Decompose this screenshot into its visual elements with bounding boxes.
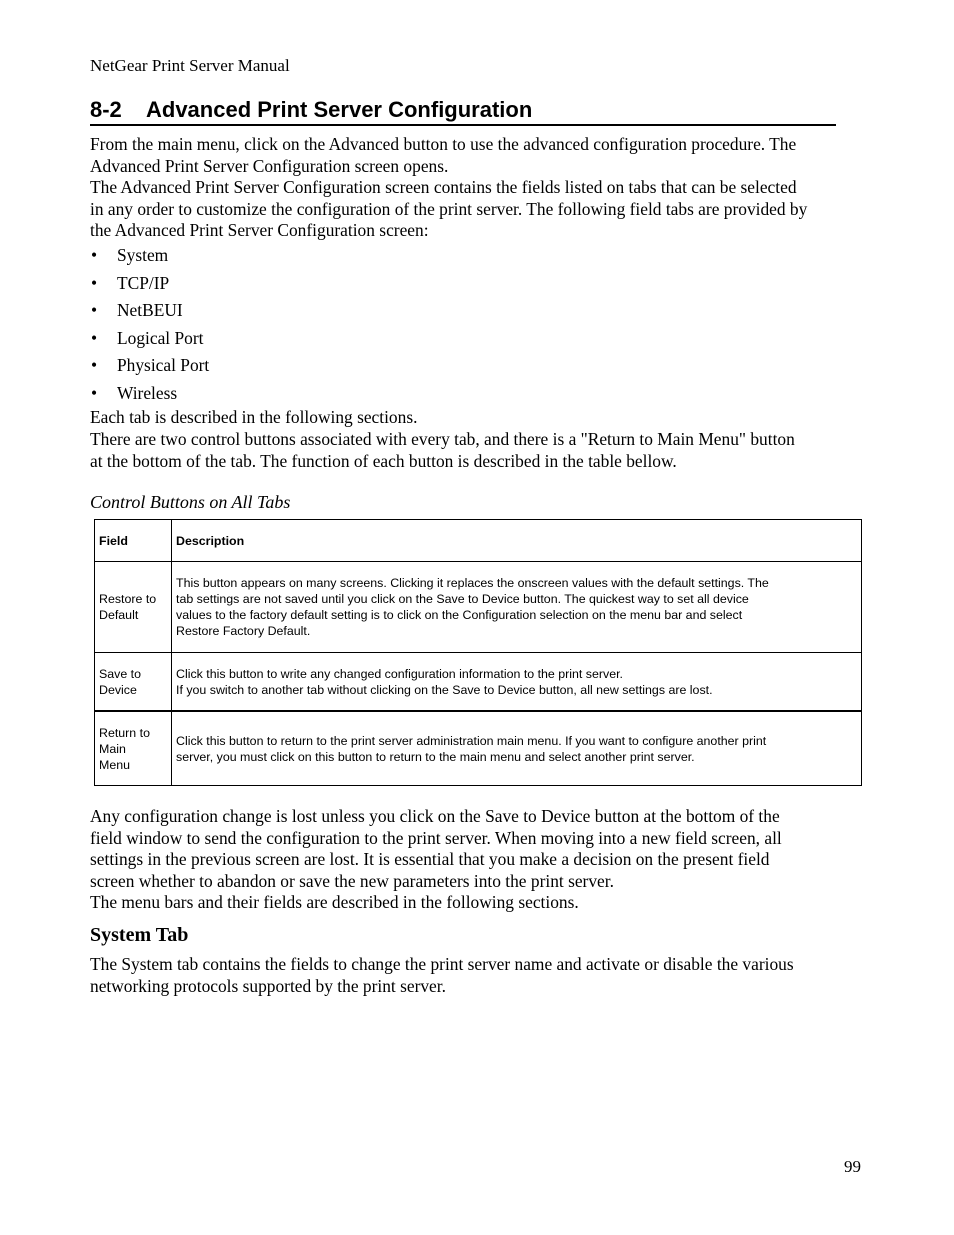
- text-line: From the main menu, click on the Advanced button to use the advanced configuration procedure. The: [90, 134, 797, 154]
- text-line: Any configuration change is lost unless you click on the Save to Device button at the bottom of the: [90, 806, 780, 826]
- bullet-icon: •: [91, 245, 98, 265]
- table-row: [95, 653, 862, 712]
- table-header-row: [95, 520, 862, 562]
- bullet-icon: •: [91, 355, 98, 375]
- text-line: screen whether to abandon or save the new parameters into the print server.: [90, 870, 614, 891]
- description-cell: Click this button to write any changed configuration information to the print server. If you switch to another tab without clicking on the Save to Device button, all new settings are lost.: [172, 653, 862, 712]
- table-row: [95, 711, 862, 786]
- config-change-paragraph: [90, 806, 870, 892]
- text-line: networking protocols supported by the print server.: [90, 975, 446, 996]
- text-line: settings in the previous screen are lost. It is essential that you make a decision on the present field: [90, 849, 770, 869]
- tabs-described-paragraph: [90, 407, 870, 429]
- text-line: The Advanced Print Server Configuration screen contains the fields listed on tabs that can be selected: [90, 177, 797, 197]
- field-cell: Restore to Default: [95, 562, 172, 653]
- list-item: • Physical Port: [91, 355, 210, 375]
- control-buttons-paragraph: [90, 429, 870, 472]
- page-number: 99: [844, 1157, 861, 1176]
- list-item: • NetBEUI: [91, 300, 183, 320]
- running-header: NetGear Print Server Manual: [90, 56, 290, 75]
- field-cell: Return to Main Menu: [95, 711, 172, 786]
- intro-paragraph-2: [90, 177, 870, 242]
- intro-paragraph-1: [90, 134, 870, 177]
- section-title: Advanced Print Server Configuration: [146, 97, 533, 122]
- list-item: • Wireless: [91, 382, 178, 403]
- description-cell: Click this button to return to the print server administration main menu. If you want to configure another print server, you must click on this button to return to the main menu and select another print server.: [172, 711, 862, 786]
- column-header-description: Description: [172, 520, 862, 562]
- section-number: 8-2: [90, 97, 122, 122]
- section-heading: [90, 96, 836, 126]
- description-cell: This button appears on many screens. Clicking it replaces the onscreen values with the default settings. The tab settings are not saved until you click on the Save to Device button. The quickest way to set all device values to the factory default setting is to click on the Configuration selection on the menu bar and select Restore Factory Default.: [172, 562, 862, 653]
- list-item: • TCP/IP: [91, 272, 170, 293]
- text-line: Each tab is described in the following sections.: [90, 407, 418, 427]
- text-line: the Advanced Print Server Configuration screen:: [90, 220, 429, 240]
- bullet-icon: •: [91, 272, 98, 293]
- tab-list: [90, 244, 209, 409]
- text-line: The menu bars and their fields are described in the following sections.: [90, 892, 579, 912]
- system-tab-heading: System Tab: [90, 924, 189, 946]
- table-row: [95, 562, 862, 653]
- table-caption: Control Buttons on All Tabs: [90, 492, 291, 512]
- text-line: Advanced Print Server Configuration screen opens.: [90, 155, 449, 176]
- text-line: There are two control buttons associated with every tab, and there is a "Return to Main Menu" button: [90, 429, 795, 449]
- bullet-icon: •: [91, 300, 98, 320]
- bullet-icon: •: [91, 382, 98, 403]
- bullet-icon: •: [91, 327, 98, 348]
- column-header-field: Field: [95, 520, 172, 562]
- menu-bars-paragraph: [90, 892, 870, 914]
- text-line: in any order to customize the configuration of the print server. The following field tabs are provided by: [90, 198, 808, 219]
- field-cell: Save to Device: [95, 653, 172, 712]
- control-buttons-table: [94, 519, 862, 786]
- text-line: field window to send the configuration to the print server. When moving into a new field screen, all: [90, 827, 782, 848]
- list-item: • Logical Port: [91, 327, 204, 348]
- list-item: • System: [91, 245, 169, 265]
- system-tab-paragraph: [90, 954, 870, 997]
- text-line: at the bottom of the tab. The function of each button is described in the table bellow.: [90, 450, 677, 471]
- text-line: The System tab contains the fields to change the print server name and activate or disable the various: [90, 954, 794, 974]
